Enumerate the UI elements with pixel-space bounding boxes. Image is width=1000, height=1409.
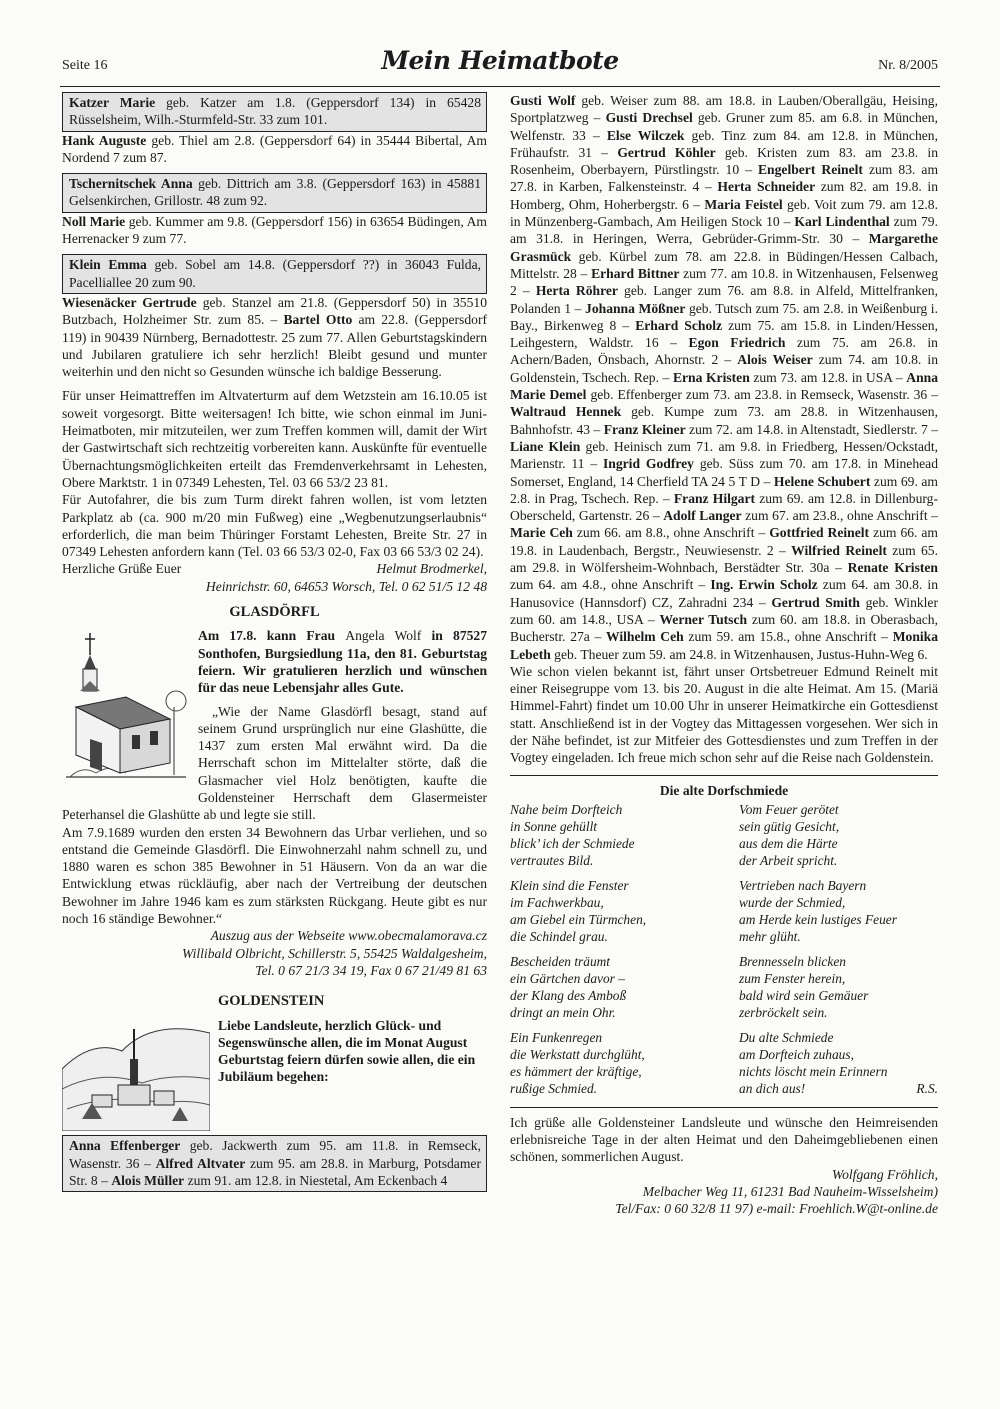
source-note: Auszug aus der Webseite www.obecmalamorava.cz (210, 928, 487, 944)
person-name: Alfred Altvater (155, 1155, 246, 1171)
entry-text: zum 69. am 2.8. in Prag, Tschech. Rep. – (510, 473, 938, 506)
person-name: Egon Friedrich (688, 335, 786, 351)
poem-line: Vom Feuer gerötet (739, 801, 839, 817)
entry-text: zum 75. am 15.8. in Linden/Hessen, Leihgestern, Waldstr. 16 – (510, 317, 938, 351)
poem-line: blick’ ich der Schmiede (510, 835, 635, 851)
birthday-box (62, 1135, 487, 1192)
poem-stanza (510, 1029, 709, 1097)
chapel-illustration (62, 627, 190, 785)
person-name: Erhard Bittner (591, 265, 680, 281)
signature-contact: Tel/Fax: 0 60 32/8 11 97) e-mail: Froehlich.W@t-online.de (615, 1201, 938, 1217)
person-name: Else Wilczek (606, 127, 685, 143)
separator (510, 775, 938, 776)
person-name: Hank Auguste (62, 132, 147, 148)
section-title-glasdorfl: GLASDÖRFL (229, 604, 320, 621)
signature-address: Melbacher Weg 11, 61231 Bad Nauheim-Wisselsheim) (642, 1184, 938, 1200)
goldenstein-intro: Liebe Landsleute, herzlich Glück- und Segenswünsche allen, die im Monat August Geburtstag feiern dürfen sowie allen, die ein Jubiläum begehen: (218, 1017, 476, 1085)
left-column (62, 92, 487, 1192)
entry-text: geb. Weiser zum 88. am 18.8. in Lauben/Oberallgäu, Heising, Sportplatzweg – (510, 93, 938, 126)
poem-line: wurde der Schmied, (739, 894, 846, 910)
person-name: Alois Müller (111, 1172, 185, 1188)
entry-text: geb. Tinz zum 84. am 12.8. in München, Frühaufstr. 31 – (510, 127, 938, 160)
birthday-entry (62, 294, 487, 380)
separator (510, 1107, 938, 1108)
header-rule (60, 86, 940, 87)
entry-text: zum 82. am 19.8. in Homberg, Ohm, Hoherbergstr. 6 – (510, 179, 939, 212)
person-name: Maria Feistel (704, 196, 783, 212)
entry-text: geb. Katzer am 1.8. (Geppersdorf 134) in 65428 Rüsselsheim, Wilh.-Sturmfeld-Str. 33 zum 101. (69, 95, 481, 128)
person-name: Monika Lebeth (510, 629, 939, 662)
poem-line: der Klang des Amboß (510, 987, 627, 1003)
entry-text: zum 66. am 19.8. in Laudenbach, Bergstr., Neuwiesenstr. 2 – (510, 525, 939, 558)
goldenstein-illustration (62, 999, 210, 1131)
entry-text: geb. Gruner zum 85. am 6.8. in München, Welfenstr. 33 – (510, 110, 938, 143)
poem-line: Vertrieben nach Bayern (739, 877, 867, 893)
person-name: Werner Tutsch (659, 611, 748, 627)
entry-text: geb. Sobel am 14.8. (Geppersdorf ??) in 36043 Fulda, Pacelliallee 20 zum 90. (69, 257, 481, 290)
masthead-logo: Mein Heimatbote (381, 46, 619, 75)
entry-text: geb. Heinisch zum 71. am 9.8. in Friedberg, Hessen/Ockstadt, Marienstr. 11 – (510, 438, 938, 472)
driver-text: Für Autofahrer, die bis zum Turm direkt fahren wollen, ist vom letzten Parkplatz ab (ca. 900 m/20 min Fußweg) eine „Wegbenutzungserlaubnis“ erforderlich, die man beim Thüringer Forstamt Lehesten, Breite Str. 27 in 07349 Lehesten anfordern kann (Tel. 03 66 53/3 02-0, Fax 03 66 53/3 02 24). (62, 492, 487, 560)
poem-column-left (510, 801, 709, 1105)
poem-line: Brennesseln blicken (739, 953, 846, 969)
person-name: Ing. Erwin Scholz (710, 577, 818, 593)
entry-text: zum 91. am 12.8. in Niestetal, Am Eckenbach 4 (184, 1172, 448, 1188)
person-name: Anna Marie Demel (510, 369, 939, 403)
entry-text: zum 75. am 26.8. in Achern/Baden, Önsbach, Ahornstr. 2 – (510, 335, 938, 368)
birthday-list (510, 92, 938, 663)
person-name: Gertrud Köhler (617, 144, 716, 160)
entry-text: zum 69. am 12.8. in Dillenburg-Oberscheld, Gartenstr. 26 – (510, 490, 938, 524)
person-name: Wilhelm Ceh (606, 629, 684, 645)
person-name: Am 17.8. kann Frau (198, 628, 346, 644)
issue-number: Nr. 8/2005 (878, 58, 938, 73)
person-name: Gottfried Reinelt (769, 525, 870, 541)
birthday-entry (62, 132, 487, 167)
poem-line: am Dorfteich zuhaus, (739, 1046, 854, 1062)
person-name: Erhard Scholz (635, 317, 723, 333)
poem-line: ein Gärtchen davor – (510, 970, 625, 986)
entry-text: zum 64. am 30.8. in Hanusovice (Hannsdorf) CZ, Zahradni 234 – (510, 577, 939, 610)
poem-line: zum Fenster herein, (739, 970, 846, 986)
entry-text: zum 72. am 14.8. in Altenstadt, Siedlerstr. 7 – (685, 421, 938, 437)
person-name: Gertrud Smith (771, 594, 860, 610)
person-name: Tschernitschek Anna (69, 176, 193, 192)
entry-text: geb. Kumpe zum 73. am 28.8. in Witzenhausen, Bahnhofstr. 43 – (510, 404, 938, 437)
page-number: Seite 16 (62, 58, 108, 73)
person-name: Adolf Langer (663, 508, 742, 524)
poem (510, 801, 938, 1105)
entry-text: geb. Kummer am 9.8. (Geppersdorf 156) in 63654 Büdingen, Am Herrenacker 9 zum 77. (62, 213, 487, 247)
person-name: Margarethe Grasmück (510, 231, 938, 264)
person-name: Johanna Mößner (585, 300, 686, 316)
poem-line: Bescheiden träumt (510, 953, 611, 969)
poem-line: am Giebel ein Türmchen, (510, 911, 647, 927)
poem-line: nichts löscht mein Erinnern (739, 1063, 888, 1079)
entry-text: zum 67. am 23.8., ohne Anschrift – (741, 508, 938, 524)
poem-stanza (739, 877, 938, 945)
entry-text: geb. Tutsch zum 75. am 2.8. in Weißenburg i. Bay., Birkenweg 8 – (510, 300, 938, 333)
glasdorfl-history: „Wie der Name Glasdörfl besagt, stand auf seinem Grund ursprünglich nur eine Glashütte, die 1437 zum ersten Mal erwähnt wird. Da die Herrschaft schon im Mittelalter störte, daß die Glasmacher viel Holz benötigten, kaufte die Goldensteiner Herrschaft dem Glasermeister Peterhansel die Glashütte ab und legte sie still. (62, 703, 487, 823)
entry-text: geb. Winkler zum 60. am 14.8., USA – (510, 594, 938, 627)
closing-text: Ich grüße alle Goldensteiner Landsleute und wünsche den Heimreisenden erlebnisreiche Tage in der alten Heimat und den Daheimgebliebenen einen schönen, sommerlichen August. (510, 1114, 938, 1165)
section-title-goldenstein: GOLDENSTEIN (218, 993, 325, 1010)
poem-line: es hämmert der kräftige, (510, 1063, 642, 1079)
entry-text: geb. Kristen zum 83. am 23.8. in Rosenheim, Oberbayern, Pürstlingstr. 10 – (510, 144, 938, 178)
poem-line: Nahe beim Dorfteich (510, 801, 623, 817)
person-name: Franz Kleiner (603, 421, 686, 437)
person-name: Wiesenäcker Gertrude (62, 294, 197, 310)
poem-title: Die alte Dorfschmiede (659, 782, 789, 798)
entry-text: zum 79. am 31.8. in Heringen, Werra, Gebrüder-Grimm-Str. 30 – (510, 214, 938, 247)
person-name: Anna Effenberger (69, 1138, 181, 1154)
person-name: in 87527 Sonthofen, Burgsiedlung 11a, den 81. Geburtstag feiern. Wir gratulieren herzlich und wünschen für das neue Lebensjahr alles Gute. (198, 628, 488, 696)
poem-line: am Herde kein lustiges Feuer (739, 911, 897, 927)
entry-text: zum 64. am 4.8., ohne Anschrift – (510, 577, 711, 593)
entry-text: zum 73. am 12.8. in USA – (749, 369, 907, 385)
entry-text: geb. Thiel am 2.8. (Geppersdorf 64) in 35444 Bibertal, Am Nordend 7 zum 87. (62, 132, 487, 165)
poem-line: Du alte Schmiede (739, 1029, 834, 1045)
poem-stanza (510, 953, 709, 1021)
entry-text: zum 95. am 28.8. in Marburg, Potsdamer Str. 8 – (69, 1155, 481, 1188)
entry-text: geb. Theuer zum 59. am 24.8. in Witzenhausen, Justus-Huhn-Weg 6. (550, 646, 928, 662)
poem-line: rußige Schmied. (510, 1080, 598, 1096)
person-name: Erna Kristen (672, 369, 750, 385)
entry-text: geb. Süss zum 70. am 17.8. in Minehead Somerset, England, 14 Cherfield TA 24 5 T D – (510, 456, 938, 489)
person-name: Gusti Drechsel (605, 110, 693, 126)
entry-text: geb. Kürbel zum 78. am 22.8. in Büdingen/Hessen Calbach, Mittelstr. 28 – (510, 248, 938, 281)
signature-address: Heinrichstr. 60, 64653 Worsch, Tel. 0 62 51/5 12 48 (205, 578, 487, 594)
birthday-box (62, 173, 487, 213)
birthday-box (62, 92, 487, 132)
person-name: Franz Hilgart (673, 490, 756, 506)
birthday-entry (62, 213, 487, 248)
signature-address: Tel. 0 67 21/3 34 19, Fax 0 67 21/49 81 63 (255, 962, 487, 978)
person-name: Herta Schneider (717, 179, 816, 195)
entry-text: zum 77. am 10.8. in Witzenhausen, Felsenweg 2 – (510, 265, 938, 299)
poem-line: Ein Funkenregen (510, 1029, 603, 1045)
poem-line: im Fachwerkbau, (510, 894, 604, 910)
poem-line: bald wird sein Gemäuer (739, 987, 869, 1003)
poem-line: mehr glüht. (739, 928, 801, 944)
poem-line: die Werkstatt durchglüht, (510, 1046, 645, 1062)
travel-notice: Wie schon vielen bekannt ist, fährt unser Ortsbetreuer Edmund Reinelt mit einer Reisegruppe vom 13. bis 20. August in die alte Heimat. Am 15. (Mariä Himmel-Fahrt) findet um 10.00 Uhr in unserer Heimatkirche ein Gottesdienst statt. Anschließend ist in der Vogtey das Mittagessen vorgesehen. Wer sich in der Nähe befindet, ist zur Mitfeier des Gottesdienstes und zum Treffen in der Vogtey eingeladen. Ich freue mich schon sehr auf die Reise nach Goldenstein. (510, 663, 938, 766)
person-name: Liane Klein (510, 438, 581, 454)
poem-line: an dich aus! (739, 1080, 806, 1096)
entry-text: am 22.8. (Geppersdorf 119) in 90439 Nürnberg, Bernadottestr. 25 zum 77. Allen Geburtstagskindern und Jubilaren gratuliere ich sehr herzlich! Bleibt gesund und munter weiterhin und den nicht so Gesunden wünsche ich baldige Besserung. (62, 312, 487, 380)
person-name: Alois Weiser (737, 352, 813, 368)
poem-line: Klein sind die Fenster (510, 877, 629, 893)
person-name: Renate Kristen (847, 560, 938, 576)
entry-text: geb. Stanzel am 21.8. (Geppersdorf 50) in 35510 Butzbach, Holzheimer Str. zum 85. – (62, 294, 487, 328)
entry-text: zum 66. am 8.8., ohne Anschrift – (572, 525, 770, 541)
poem-stanza (739, 953, 938, 1021)
person-name: Karl Lindenthal (794, 214, 890, 230)
poem-line: in Sonne gehüllt (510, 818, 598, 834)
person-name: Katzer Marie (69, 95, 156, 110)
poem-line: dringt an mein Ohr. (510, 1004, 616, 1020)
entry-text: geb. Langer zum 76. am 8.8. in Alfeld, Mittelfranken, Polanden 1 – (510, 283, 938, 316)
poem-stanza (510, 801, 709, 869)
entry-text: zum 59. am 15.8., ohne Anschrift – (683, 629, 893, 645)
entry-text: geb. Effenberger zum 73. am 23.8. in Remseck, Wasenstr. 36 – (586, 387, 939, 403)
signature-name: Wolfgang Fröhlich, (832, 1166, 938, 1182)
person-name: Helene Schubert (773, 473, 871, 489)
poem-stanza (739, 801, 938, 869)
person-name: Wilfried Reinelt (791, 542, 887, 558)
poem-stanza (739, 1029, 938, 1097)
person-name: Engelbert Reinelt (757, 162, 863, 178)
person-name: Ingrid Godfrey (603, 456, 694, 472)
entry-text: zum 60. am 18.8. in Oberasbach, Bucherstr. 27a – (510, 611, 938, 645)
person-name: Herta Röhrer (535, 283, 618, 299)
page-header (62, 46, 938, 86)
person-name: Marie Ceh (510, 525, 573, 541)
glasdorfl-history-2: Am 7.9.1689 wurden den ersten 34 Bewohnern das Urbar verliehen, und so entstand die Gemeinde Glasdörfl. Die Einwohnerzahl nahm schnell zu, und 1880 waren es schon 385 Bewohner in 51 Häusern. Von da an war die Entwicklung etwas rückläufig, aber nach der Vertreibung der deutschen Bewohner im Jahre 1946 kam es zum stärksten Rückgang. Heute gibt es nur noch 16 ständige Bewohner.“ (62, 824, 487, 927)
poem-line: vertrautes Bild. (510, 852, 594, 868)
signature-name: Willibald Olbricht, Schillerstr. 5, 55425 Waldalgesheim, (182, 945, 487, 961)
poem-line: zerbröckelt sein. (739, 1004, 828, 1020)
entry-text: geb. Jackwerth zum 95. am 11.8. in Remseck, Wasenstr. 36 – (69, 1138, 481, 1171)
person-name: Klein Emma (69, 257, 147, 273)
meeting-text: Für unser Heimattreffen im Altvaterturm auf dem Wetzstein am 16.10.05 ist soweit vorgesorgt. Bitte weitersagen! Ich bitte, wie schon einmal im Juni-Heimatboten, mir mitzuteilen, wer zum Treffen kommen will, damit der Wirt der Gastwirtschaft sich rechtzeitig vorbereiten kann. Auskünfte für eventuelle Übernachtungsmöglichkeiten erteilt das Fremdenverkehrsamt in Lehesten, Obere Marktstr. 1 in 07349 Lehesten, Tel. 03 66 53/2 23 81. (62, 388, 487, 490)
poem-author: R.S. (916, 1080, 938, 1096)
person-name: Bartel Otto (283, 312, 353, 328)
birthday-box (62, 254, 487, 294)
entry-text: geb. Dittrich am 3.8. (Geppersdorf 163) in 45881 Gelsenkirchen, Grillostr. 48 zum 92. (69, 176, 482, 209)
poem-line: sein gütig Gesicht, (739, 818, 840, 834)
person-name: Gusti Wolf (510, 93, 576, 108)
entry-text: Angela Wolf (345, 628, 422, 644)
poem-stanza (510, 877, 709, 945)
poem-column-right (739, 801, 938, 1105)
poem-line: aus dem die Härte (739, 835, 838, 851)
person-name: Waltraud Hennek (510, 404, 622, 420)
person-name: Noll Marie (62, 213, 126, 229)
signature-row (62, 560, 487, 577)
right-column (510, 92, 938, 1218)
poem-line: der Arbeit spricht. (739, 852, 838, 868)
entry-text: geb. Voit zum 79. am 12.8. in Münzenberg-Gambach, Am Heiligen Stock 10 – (510, 196, 938, 230)
greeting: Herzliche Grüße Euer (62, 561, 182, 577)
entry-text: zum 83. am 27.8. in Karben, Falkensteinstr. 4 – (510, 162, 939, 195)
signature-name: Helmut Brodmerkel, (376, 561, 487, 577)
entry-text: zum 74. am 10.8. in Goldenstein, Tschech. Rep. – (510, 352, 938, 385)
poem-line: die Schindel grau. (510, 928, 608, 944)
entry-text: zum 65. am 29.8. in Wölfersheim-Wohnbach, Berstädter Str. 30a – (510, 542, 938, 576)
